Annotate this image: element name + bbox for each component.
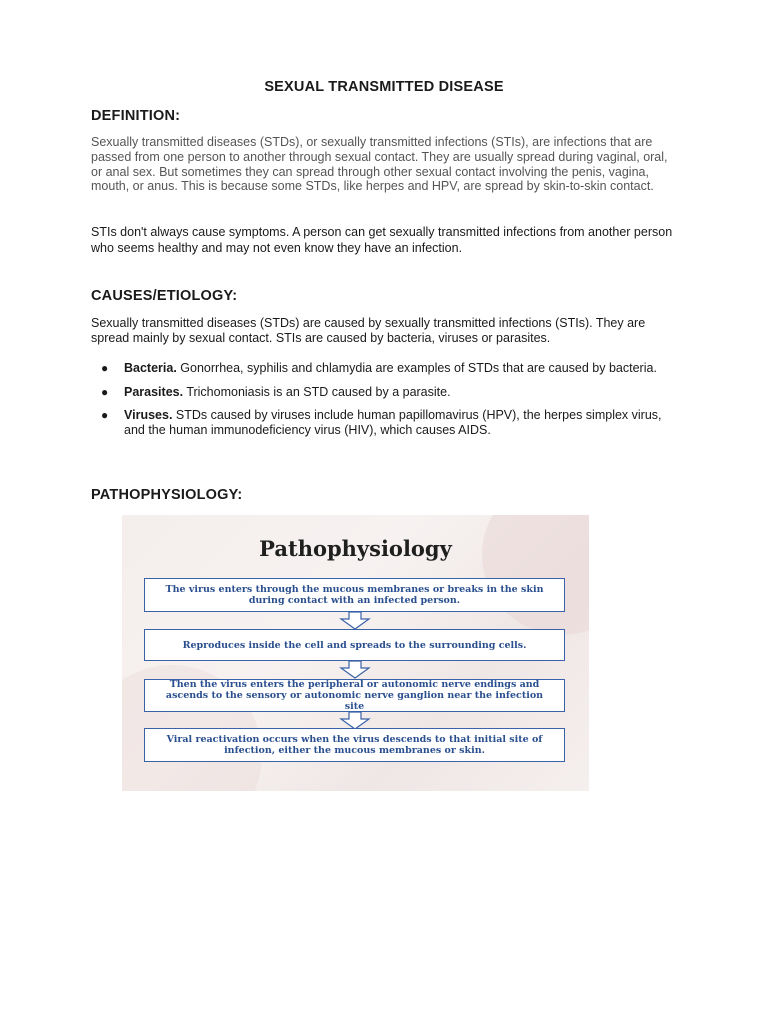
figure-title: Pathophysiology — [259, 536, 452, 561]
cause-term: Parasites. — [124, 384, 184, 399]
definition-paragraph-1: Sexually transmitted diseases (STDs), or sexually transmitted infections (STIs), are infections that are passed from one person to another through sexual contact. They are usually spread during vaginal, oral, or anal sex. But sometimes they can spread through other sexual contact involving the penis, vagina, mouth, or anus. This is because some STDs, like herpes and HPV, are spread by skin-to-skin contact. — [91, 135, 668, 194]
background-decoration — [482, 515, 589, 635]
definition-paragraph-2: STIs don't always cause symptoms. A person can get sexually transmitted infections from another person who seems healthy and may not even know they have an infection. — [91, 225, 673, 255]
bullet-icon: ● — [101, 361, 109, 375]
bullet-icon: ● — [101, 408, 109, 422]
pathophysiology-heading: PATHOPHYSIOLOGY: — [91, 487, 243, 503]
down-arrow-icon — [339, 661, 371, 679]
causes-list-item — [91, 385, 681, 400]
flow-step-3: Then the virus enters the peripheral or autonomic nerve endings and ascends to the sensory or autonomic nerve ganglion near the infection site — [144, 679, 565, 712]
definition-heading: DEFINITION: — [91, 108, 181, 124]
flow-step-2: Reproduces inside the cell and spreads to the surrounding cells. — [144, 629, 565, 661]
cause-term: Bacteria. — [124, 361, 177, 375]
cause-term: Viruses. — [124, 408, 173, 422]
causes-list — [91, 361, 681, 446]
cause-text: STDs caused by viruses include human papillomavirus (HPV), the herpes simplex virus, and the human immunodeficiency virus (HIV), which causes AIDS. — [124, 408, 662, 437]
causes-intro: Sexually transmitted diseases (STDs) are caused by sexually transmitted infections (STIs). They are spread mainly by sexual contact. STIs are caused by bacteria, viruses or parasites. — [91, 316, 646, 345]
flow-step-1: The virus enters through the mucous membranes or breaks in the skin during contact with an infected person. — [144, 578, 565, 612]
cause-text: Trichomoniasis is an STD caused by a parasite. — [183, 384, 451, 399]
causes-heading: CAUSES/ETIOLOGY: — [91, 288, 238, 304]
cause-text: Gonorrhea, syphilis and chlamydia are examples of STDs that are caused by bacteria. — [176, 361, 657, 375]
causes-list-item — [91, 361, 681, 376]
flow-step-4: Viral reactivation occurs when the virus descends to that initial site of infection, either the mucous membranes or skin. — [144, 728, 565, 762]
pathophysiology-figure — [122, 515, 589, 791]
document-title: SEXUAL TRANSMITTED DISEASE — [264, 79, 504, 95]
bullet-icon: ● — [101, 384, 109, 399]
down-arrow-icon — [339, 612, 371, 630]
causes-list-item — [91, 408, 681, 437]
